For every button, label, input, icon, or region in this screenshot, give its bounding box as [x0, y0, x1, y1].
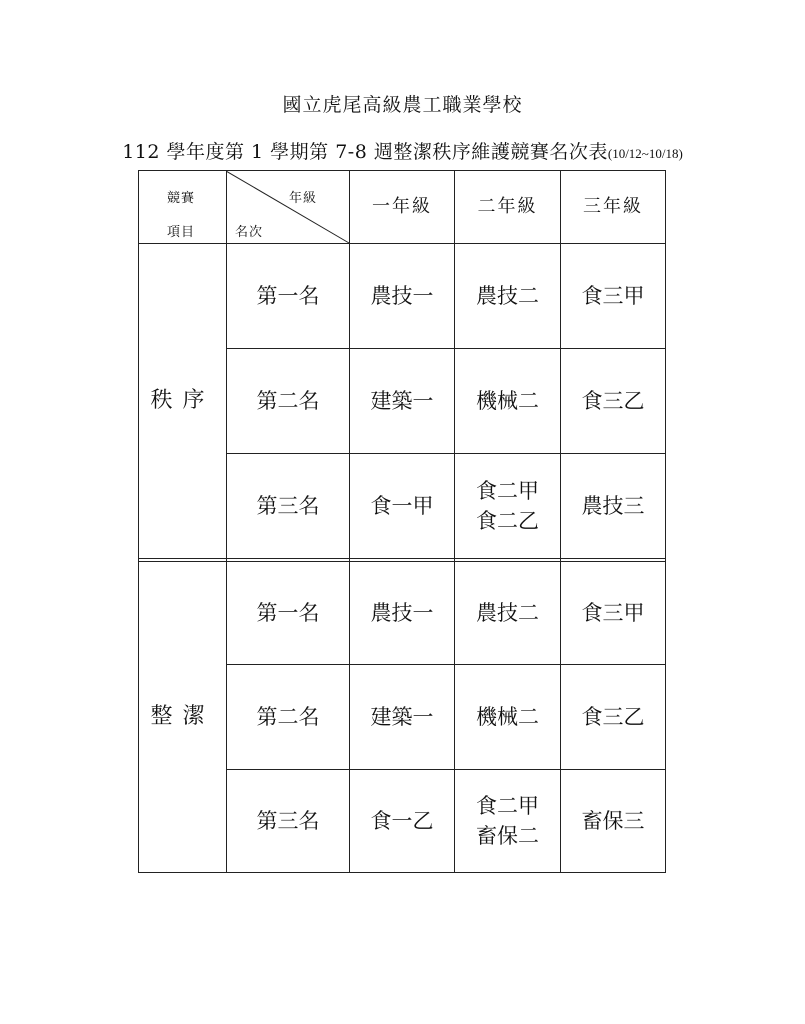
- grade2-winner: 農技二: [476, 283, 539, 308]
- grade3-winner: 食三甲: [581, 600, 645, 625]
- grade2-winners: [455, 770, 560, 872]
- grade1-winner: 食一乙: [370, 808, 434, 833]
- rank-cell: 第一名: [256, 600, 320, 625]
- grade2-winner: 農技二: [476, 600, 539, 625]
- header-grade-3: 三年級: [583, 195, 643, 217]
- grade2-winner: 食二甲: [476, 793, 539, 818]
- grade2-winners: [455, 454, 560, 558]
- grade3-winner: 農技三: [581, 493, 645, 518]
- grade2-winner: 食二甲: [476, 478, 539, 503]
- rank-cell: 第一名: [256, 283, 320, 308]
- grade3-winner: 食三乙: [581, 704, 645, 729]
- grade1-winner: 農技一: [370, 283, 434, 308]
- category-order: 秩序: [150, 388, 215, 414]
- grade2-winner: 機械二: [476, 388, 539, 413]
- rank-cell: 第三名: [256, 493, 320, 518]
- grade2-winner: 機械二: [476, 704, 539, 729]
- grade3-winner: 畜保三: [581, 808, 645, 833]
- subtitle-date-range: (10/12~10/18): [607, 146, 683, 161]
- header-item-label: 項目: [167, 225, 196, 240]
- header-grade-label: 年級: [289, 191, 318, 206]
- ranking-table: [138, 170, 666, 873]
- header-competition-label: 競賽: [167, 191, 196, 206]
- rank-cell: 第二名: [256, 388, 320, 413]
- header-rank-label: 名次: [235, 225, 264, 240]
- rank-cell: 第三名: [256, 808, 320, 833]
- document-subtitle: [0, 137, 805, 164]
- document-title: 國立虎尾高級農工職業學校: [282, 94, 523, 116]
- grade1-winner: 食一甲: [370, 493, 434, 518]
- grade3-winner: 食三甲: [581, 283, 645, 308]
- header-grade-2: 二年級: [477, 195, 538, 217]
- subtitle-main: 112 學年度第 1 學期第 7-8 週整潔秩序維護競賽名次表: [122, 141, 608, 163]
- grade1-winner: 農技一: [370, 600, 434, 625]
- rank-cell: 第二名: [256, 704, 320, 729]
- grade3-winner: 食三乙: [581, 388, 645, 413]
- table-line: [139, 558, 665, 559]
- grade2-winner: 食二乙: [476, 509, 539, 533]
- category-cleanliness: 整潔: [150, 704, 215, 730]
- grade2-winner: 畜保二: [476, 824, 539, 848]
- grade1-winner: 建築一: [370, 388, 434, 413]
- grade1-winner: 建築一: [370, 704, 434, 729]
- header-grade-1: 一年級: [372, 195, 432, 217]
